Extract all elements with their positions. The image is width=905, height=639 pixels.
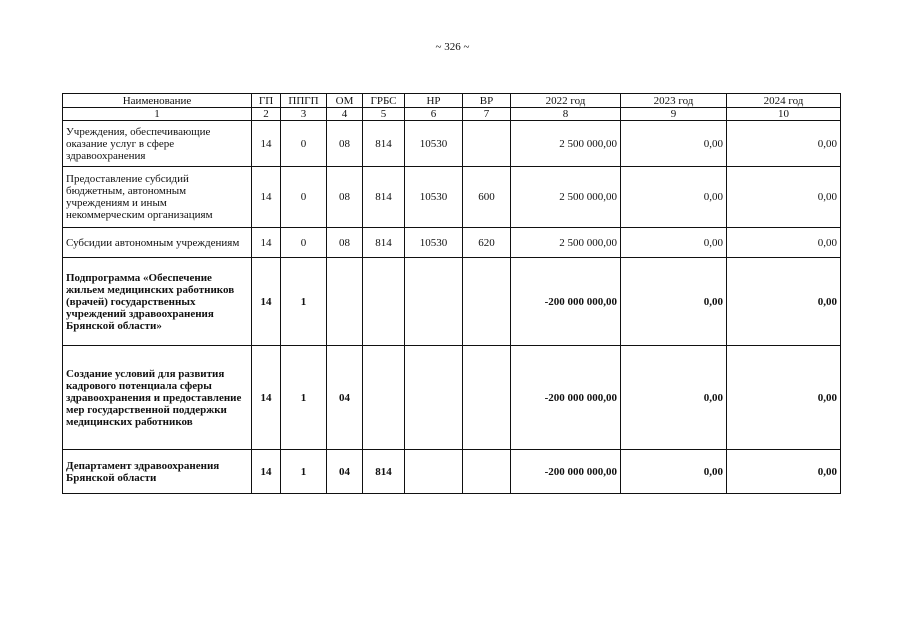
row-gp: 14 — [252, 258, 281, 346]
table-row — [63, 450, 841, 494]
header-2024: 2024 год — [727, 94, 841, 108]
row-2024: 0,00 — [727, 228, 841, 258]
row-2024: 0,00 — [727, 450, 841, 494]
row-2023: 0,00 — [621, 450, 727, 494]
row-gp: 14 — [252, 121, 281, 167]
header-2022: 2022 год — [511, 94, 621, 108]
column-number: 7 — [463, 108, 511, 121]
row-vr: 600 — [463, 167, 511, 228]
row-name: Департамент здравоохранения Брянской области — [63, 450, 252, 494]
row-2022: -200 000 000,00 — [511, 258, 621, 346]
table-row — [63, 167, 841, 228]
row-2023: 0,00 — [621, 258, 727, 346]
row-grbs: 814 — [363, 167, 405, 228]
row-nr — [405, 450, 463, 494]
row-2022: 2 500 000,00 — [511, 121, 621, 167]
table-row — [63, 121, 841, 167]
row-vr — [463, 346, 511, 450]
row-vr: 620 — [463, 228, 511, 258]
column-number: 10 — [727, 108, 841, 121]
row-ppgp: 0 — [281, 228, 327, 258]
row-gp: 14 — [252, 228, 281, 258]
row-name: Подпрограмма «Обеспечение жильем медицинских работников (врачей) государственных учреждений здравоохранения Брянской области» — [63, 258, 252, 346]
row-2023: 0,00 — [621, 121, 727, 167]
row-2024: 0,00 — [727, 121, 841, 167]
column-number: 1 — [63, 108, 252, 121]
row-nr: 10530 — [405, 167, 463, 228]
row-ppgp: 1 — [281, 346, 327, 450]
row-name: Создание условий для развития кадрового потенциала сферы здравоохранения и предоставление мер государственной поддержки медицинских работников — [63, 346, 252, 450]
row-nr: 10530 — [405, 228, 463, 258]
row-name: Предоставление субсидий бюджетным, автономным учреждениям и иным некоммерческим организациям — [63, 167, 252, 228]
header-row — [63, 94, 841, 108]
row-2023: 0,00 — [621, 346, 727, 450]
page-number: ~ 326 ~ — [435, 41, 470, 53]
row-grbs: 814 — [363, 228, 405, 258]
row-2024: 0,00 — [727, 167, 841, 228]
column-number: 9 — [621, 108, 727, 121]
row-om: 08 — [327, 121, 363, 167]
row-om: 08 — [327, 167, 363, 228]
header-ppgp: ППГП — [281, 94, 327, 108]
row-2024: 0,00 — [727, 258, 841, 346]
row-grbs — [363, 346, 405, 450]
column-number: 5 — [363, 108, 405, 121]
header-om: ОМ — [327, 94, 363, 108]
row-grbs: 814 — [363, 450, 405, 494]
column-number: 8 — [511, 108, 621, 121]
table-row — [63, 228, 841, 258]
row-om: 04 — [327, 450, 363, 494]
row-ppgp: 0 — [281, 121, 327, 167]
row-2022: 2 500 000,00 — [511, 167, 621, 228]
column-number: 6 — [405, 108, 463, 121]
table-row — [63, 258, 841, 346]
column-number-row — [63, 108, 841, 121]
row-grbs: 814 — [363, 121, 405, 167]
column-number: 2 — [252, 108, 281, 121]
row-2022: -200 000 000,00 — [511, 450, 621, 494]
row-vr — [463, 258, 511, 346]
row-ppgp: 1 — [281, 258, 327, 346]
row-ppgp: 0 — [281, 167, 327, 228]
row-nr: 10530 — [405, 121, 463, 167]
row-name: Учреждения, обеспечивающие оказание услуг в сфере здравоохранения — [63, 121, 252, 167]
row-grbs — [363, 258, 405, 346]
row-vr — [463, 450, 511, 494]
column-number: 3 — [281, 108, 327, 121]
row-gp: 14 — [252, 167, 281, 228]
row-2024: 0,00 — [727, 346, 841, 450]
header-gp: ГП — [252, 94, 281, 108]
header-grbs: ГРБС — [363, 94, 405, 108]
header-name: Наименование — [63, 94, 252, 108]
row-vr — [463, 121, 511, 167]
row-om: 04 — [327, 346, 363, 450]
row-nr — [405, 258, 463, 346]
row-name: Субсидии автономным учреждениям — [63, 228, 252, 258]
header-nr: НР — [405, 94, 463, 108]
table-row — [63, 346, 841, 450]
header-vr: ВР — [463, 94, 511, 108]
row-gp: 14 — [252, 450, 281, 494]
row-ppgp: 1 — [281, 450, 327, 494]
row-2023: 0,00 — [621, 167, 727, 228]
row-2023: 0,00 — [621, 228, 727, 258]
row-gp: 14 — [252, 346, 281, 450]
row-2022: 2 500 000,00 — [511, 228, 621, 258]
row-om — [327, 258, 363, 346]
row-2022: -200 000 000,00 — [511, 346, 621, 450]
row-nr — [405, 346, 463, 450]
column-number: 4 — [327, 108, 363, 121]
row-om: 08 — [327, 228, 363, 258]
budget-table — [62, 93, 841, 494]
header-2023: 2023 год — [621, 94, 727, 108]
